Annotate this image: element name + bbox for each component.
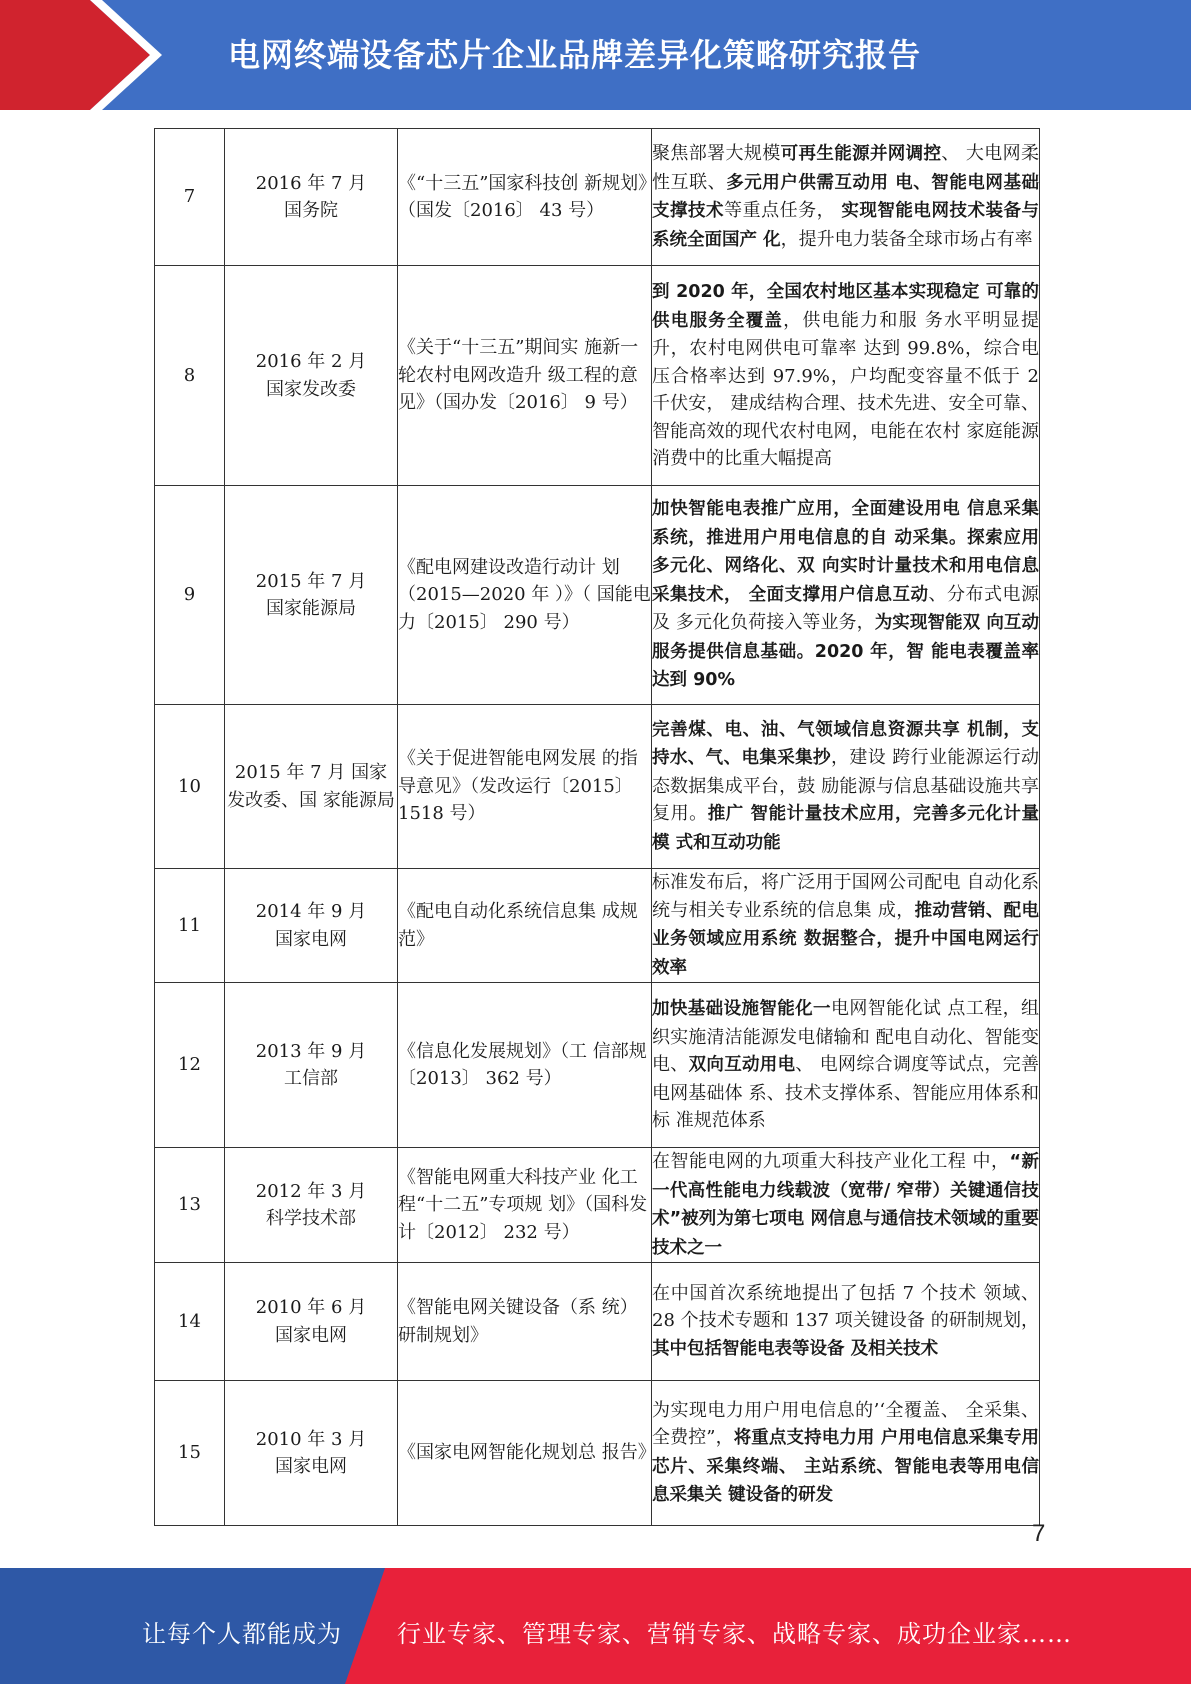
issuing-org: 国家电网 — [275, 1456, 347, 1477]
document-name: 《关于促进智能电网发展 的指导意见》（发改运行〔2015〕1518 号） — [398, 705, 652, 869]
row-number: 7 — [155, 129, 225, 266]
content-text: ，供电能力和服 务水平明显提升，农村电网供电可靠率 达到 99.8%，综合电压合格率达到 97.9%，户均配变容量不低于 2 千伏安， 建成结构合理、技术先进、安全可靠、 智能高效的现代农村电网，电能在农村 家庭能源消费中的比重大幅提高 — [652, 309, 1039, 470]
page-footer — [0, 1568, 1191, 1684]
issue-date: 2015 年 7 月 — [255, 570, 367, 592]
document-name: 《配电网建设改造行动计 划（2015—2020 年 ）》（ 国能电力〔2015〕 290 号） — [398, 486, 652, 705]
content-emphasis: “新一代高性能电力线载波（宽带/ 窄带）关键通信技术”被列为第七项电 网信息与通信技术领域的重要技术之一 — [652, 1152, 1039, 1258]
document-name: 《智能电网关键设备（系 统）研制规划》 — [398, 1263, 652, 1381]
issuing-org: 国家能源局 — [266, 598, 356, 619]
table-row — [155, 983, 1040, 1148]
content-text: 为实现电力用户用电信息的’‘全覆盖、 全采集、全费控”， — [652, 1399, 1039, 1448]
row-number: 8 — [155, 266, 225, 486]
content-emphasis: 为实现智能双 向互动服务提供信息基础。2020 年，智 能电表覆盖率达到 90% — [652, 613, 1039, 691]
content-text: 电网智能化试 点工程，组织实施清洁能源发电储输和 配电自动化、智能变电、 — [652, 998, 1039, 1076]
document-name: 《智能电网重大科技产业 化工程“十二五”专项规 划》（国科发计〔2012〕 232 号） — [398, 1148, 652, 1263]
issuing-org: 国务院 — [284, 200, 338, 221]
content-cell — [652, 266, 1040, 486]
content-cell — [652, 983, 1040, 1148]
content-text: 在智能电网的九项重大科技产业化工程 中， — [652, 1151, 1010, 1172]
footer-slogan-left: 让每个人都能成为 — [142, 1620, 342, 1648]
content-emphasis: 其中包括智能电表等设备 及相关技术 — [652, 1338, 939, 1359]
date-org-cell — [225, 1381, 398, 1526]
table-row — [155, 705, 1040, 869]
date-org-cell — [225, 1263, 398, 1381]
date-org-cell — [225, 1148, 398, 1263]
content-emphasis: 将重点支持电力用 户用电信息采集专用芯片、采集终端、 主站系统、智能电表等用电信息采集关 键设备的研发 — [652, 1428, 1039, 1505]
content-cell — [652, 1263, 1040, 1381]
issue-date: 2015 年 7 月 国家 — [234, 762, 388, 783]
content-text: 在中国首次系统地提出了包括 7 个技术 领域、28 个技术专题和 137 项关键设备 的研制规划， — [652, 1282, 1039, 1332]
content-text: 、 电网综合调度等试点，完善电网基础体 系、技术支撑体系、智能应用体系和标 准规范体系 — [652, 1054, 1040, 1132]
row-number: 14 — [155, 1263, 225, 1381]
content-emphasis: 实现智能电网技术装备与系统全面国产 化 — [652, 201, 1040, 250]
page-header — [0, 0, 1191, 110]
row-number: 9 — [155, 486, 225, 705]
content-emphasis: 加快基础设施智能化一 — [652, 999, 831, 1020]
issue-date: 2016 年 2 月 — [255, 351, 367, 372]
date-org-cell — [225, 129, 398, 266]
content-text: 、 大电网柔性互联、 — [652, 143, 1039, 193]
row-number: 11 — [155, 869, 225, 983]
content-cell — [652, 1381, 1040, 1526]
issue-date: 2012 年 3 月 — [255, 1180, 367, 1202]
issuing-org: 科学技术部 — [266, 1208, 356, 1229]
issuing-org: 国家发改委 — [266, 378, 356, 400]
document-name: 《关于“十三五”期间实 施新一轮农村电网改造升 级工程的意见》（国办发〔2016〕 9 号） — [398, 266, 652, 486]
issuing-org: 国家电网 — [275, 928, 347, 950]
table-row — [155, 1263, 1040, 1381]
row-number: 10 — [155, 705, 225, 869]
table-row — [155, 1148, 1040, 1263]
content-cell — [652, 705, 1040, 869]
content-emphasis: 完善煤、电、油、气领域信息资源共享 机制，支持水、气、电集采集抄 — [652, 719, 1039, 769]
content-emphasis: 推动营销、配电业务领域应用系统 数据整合，提升中国电网运行效率 — [652, 900, 1039, 978]
table-row — [155, 486, 1040, 705]
content-emphasis: 双向互动用电 — [688, 1055, 796, 1076]
content-emphasis: 多元用户供需互动用 电、智能电网基础支撑技术 — [652, 172, 1040, 221]
issue-date: 2014 年 9 月 — [255, 901, 367, 922]
row-number: 15 — [155, 1381, 225, 1526]
page-number: 7 — [1032, 1520, 1046, 1547]
document-name: 《国家电网智能化规划总 报告》 — [398, 1381, 652, 1526]
content-text: 、分布式电源及 多元化负荷接入等业务， — [652, 583, 1040, 634]
content-cell — [652, 1148, 1040, 1263]
content-text: ，提升电力装备全球市场占有率 — [780, 228, 1033, 250]
content-text: ，建设 跨行业能源运行动态数据集成平台，鼓 励能源与信息基础设施共享复用。 — [652, 747, 1039, 825]
content-emphasis: 推广 智能计量技术应用，完善多元化计量模 式和互动功能 — [652, 804, 1039, 853]
content-emphasis: 可再生能源并网调控 — [780, 144, 942, 164]
content-cell — [652, 486, 1040, 705]
content-text: 等重点任务， — [724, 200, 842, 221]
row-number: 13 — [155, 1148, 225, 1263]
date-org-cell — [225, 486, 398, 705]
table-row — [155, 129, 1040, 266]
document-name: 《配电自动化系统信息集 成规范》 — [398, 869, 652, 983]
content-text: 标准发布后，将广泛用于国网公司配电 自动化系统与相关专业系统的信息集 成， — [652, 872, 1039, 921]
content-emphasis: 加快智能电表推广应用，全面建设用电 信息采集系统，推进用户用电信息的自 动采集。探索应用多元化、网络化、双 向实时计量技术和用电信息采集技术， 全面支撑用户信息互动 — [652, 499, 1039, 605]
issue-date: 2013 年 9 月 — [255, 1040, 367, 1062]
content-text: 聚焦部署大规模 — [652, 143, 781, 164]
issuing-org: 发改委、国 家能源局 — [227, 789, 395, 811]
footer-slogan-right: 行业专家、管理专家、营销专家、战略专家、成功企业家…… — [397, 1620, 1072, 1648]
document-name: 《信息化发展规划》（工 信部规〔2013〕 362 号） — [398, 983, 652, 1148]
issue-date: 2016 年 7 月 — [255, 172, 367, 194]
table-row — [155, 869, 1040, 983]
row-number: 12 — [155, 983, 225, 1148]
issue-date: 2010 年 3 月 — [255, 1428, 367, 1450]
table-row — [155, 266, 1040, 486]
content-cell — [652, 869, 1040, 983]
issuing-org: 国家电网 — [275, 1324, 347, 1346]
document-name: 《“十三五”国家科技创 新规划》（国发〔2016〕 43 号） — [398, 129, 652, 266]
content-emphasis: 到 2020 年，全国农村地区基本实现稳定 可靠的供电服务全覆盖 — [652, 282, 1039, 331]
report-title: 电网终端设备芯片企业品牌差异化策略研究报告 — [228, 36, 922, 74]
issue-date: 2010 年 6 月 — [255, 1297, 367, 1318]
table-row — [155, 1381, 1040, 1526]
policy-table — [154, 128, 1040, 1526]
date-org-cell — [225, 869, 398, 983]
content-cell — [652, 129, 1040, 266]
date-org-cell — [225, 705, 398, 869]
date-org-cell — [225, 266, 398, 486]
date-org-cell — [225, 983, 398, 1148]
issuing-org: 工信部 — [284, 1068, 338, 1089]
